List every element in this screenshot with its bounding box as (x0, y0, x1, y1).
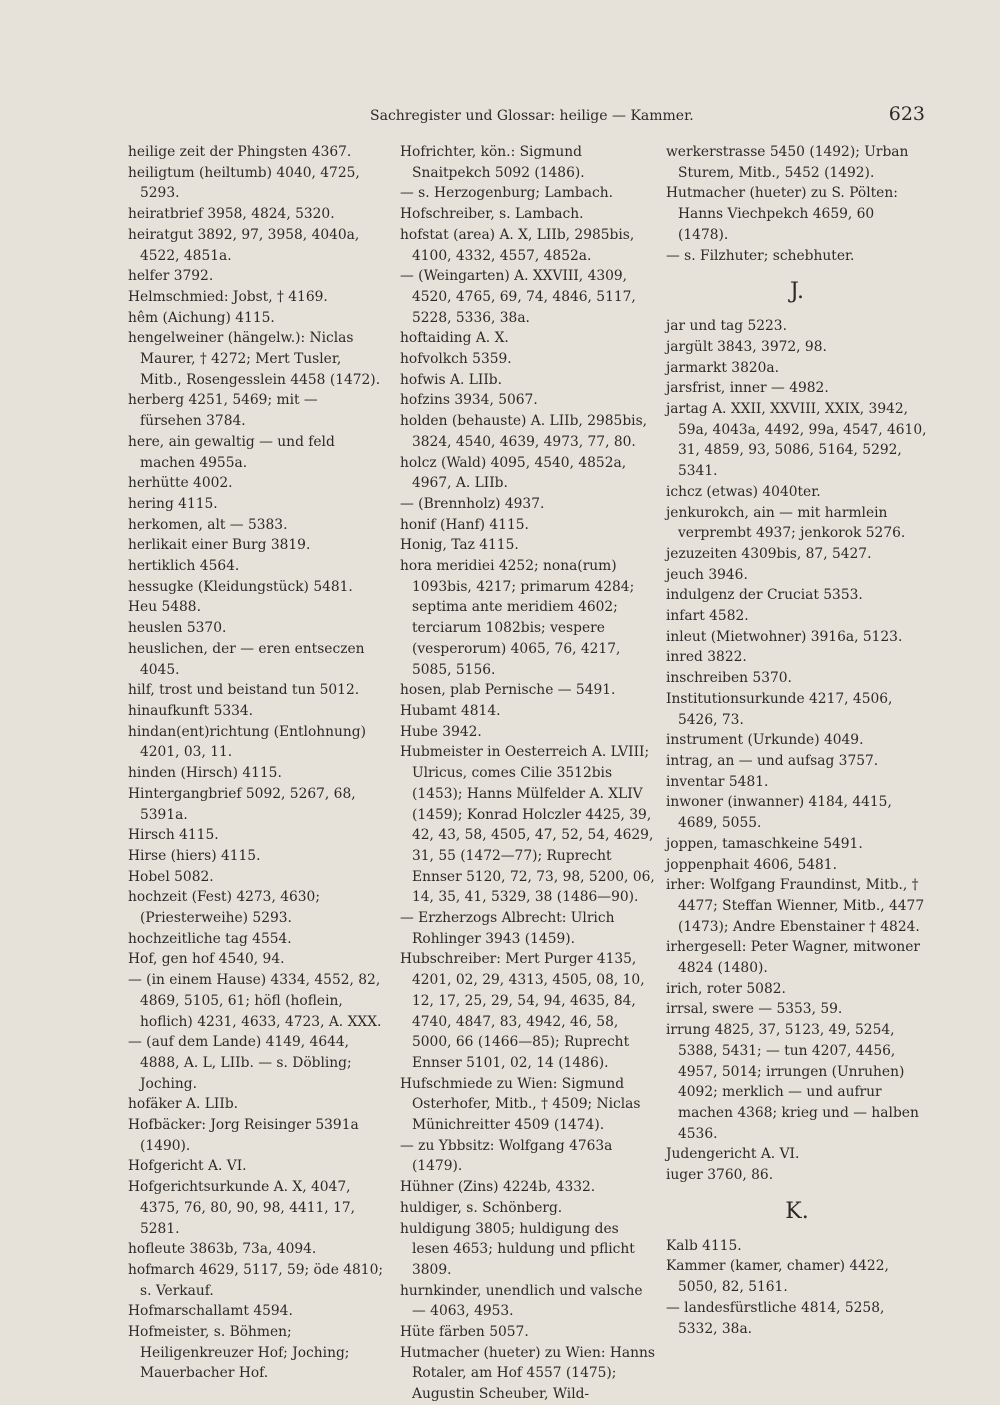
index-entry: Kalb 4115. (666, 1237, 742, 1254)
index-entry: herhütte 4002. (128, 475, 233, 492)
index-entry: herkomen, alt — 5383. (128, 516, 288, 533)
index-entry: heiligtum (heiltumb) 4040, 4725, 5293. (128, 164, 360, 202)
index-entry: Hofschreiber, s. Lambach. (400, 206, 584, 223)
index-column-2 (400, 142, 655, 1405)
index-entry: hofmarch 4629, 5117, 59; öde 4810; s. Verkauf. (128, 1261, 384, 1299)
index-entry: jezuzeiten 4309bis, 87, 5427. (666, 545, 872, 562)
index-entry: Hutmacher (hueter) zu S. Pölten: Hanns Viechpekch 4659, 60 (1478). (666, 185, 898, 243)
index-entry: hofwis A. LIIb. (400, 371, 503, 388)
index-entry: inventar 5481. (666, 773, 769, 790)
index-entry: Hofgericht A. VI. (128, 1158, 247, 1175)
index-entry: hurnkinder, unendlich und valsche — 4063, 4953. (400, 1282, 643, 1320)
index-entry: irrsal, swere — 5353, 59. (666, 1001, 843, 1018)
index-entry: — s. Herzogenburg; Lambach. (400, 185, 613, 202)
index-entry: huldiger, s. Schönberg. (400, 1199, 563, 1216)
index-entry: irhergesell: Peter Wagner, mitwoner 4824 (1480). (666, 939, 921, 977)
page-number: 623 (888, 103, 925, 125)
index-entry: here, ain gewaltig — und feld machen 4955a. (128, 433, 335, 471)
index-entry: hofvolkch 5359. (400, 351, 512, 368)
index-entry: jarmarkt 3820a. (666, 359, 780, 376)
index-entry: heiratbrief 3958, 4824, 5320. (128, 206, 335, 223)
section-letter-k: K. (785, 1198, 809, 1224)
index-entry: Hobel 5082. (128, 868, 214, 885)
index-entry: joppen, tamaschkeine 5491. (666, 835, 863, 852)
index-entry: heuslen 5370. (128, 620, 227, 637)
index-entry: hessugke (Kleidungstück) 5481. (128, 578, 353, 595)
index-entry: hengelweiner (hängelw.): Niclas Maurer, † 4272; Mert Tusler, Mitb., Rosengesslein 4458 (1472). (128, 330, 381, 388)
index-entry: Hubmeister in Oesterreich A. LVIII; Ulricus, comes Cilie 3512bis (1453); Hanns Mülfelder A. XLIV (1459); Konrad Holczler 4425, 39, 42, 43, 58, 4505, 47, 52, 54, 4629, 31, 55 (1472—77); Ruprecht Ennser 5120, 72, 73, 98, 5200, 06, 14, 35, 41, 5329, 38 (1486—90). (400, 744, 655, 906)
index-entry: Hüte färben 5057. (400, 1324, 529, 1341)
index-entry: holcz (Wald) 4095, 4540, 4852a, 4967, A. LIIb. (400, 454, 627, 492)
index-entry: — (auf dem Lande) 4149, 4644, 4888, A. L, LIIb. — s. Döbling; Joching. (128, 1034, 352, 1092)
index-entry: instrument (Urkunde) 4049. (666, 732, 864, 749)
index-entry: huldigung 3805; huldigung des lesen 4653; huldung und pflicht 3809. (400, 1220, 635, 1278)
index-entry: jeuch 3946. (666, 566, 748, 583)
section-letter-j: J. (789, 279, 805, 305)
index-entry: jenkurokch, ain — mit harmlein verprembt 4937; jenkorok 5276. (666, 504, 906, 542)
index-entry: hofleute 3863b, 73a, 4094. (128, 1241, 317, 1258)
index-entry: Hubamt 4814. (400, 702, 501, 719)
index-entry: hofzins 3934, 5067. (400, 392, 538, 409)
index-entry: inred 3822. (666, 649, 747, 666)
index-entry: jargült 3843, 3972, 98. (666, 338, 827, 355)
index-entry: Hutmacher (hueter) zu Wien: Hanns Rotaler, am Hof 4557 (1475); Augustin Scheuber, Wild- (400, 1344, 656, 1403)
index-entry: hering 4115. (128, 495, 218, 512)
index-entry: hêm (Aichung) 4115. (128, 309, 275, 326)
index-entry: ichcz (etwas) 4040ter. (666, 483, 821, 500)
index-entry: helfer 3792. (128, 268, 214, 285)
index-entry: inleut (Mietwohner) 3916a, 5123. (666, 628, 903, 645)
index-entry: irrung 4825, 37, 5123, 49, 5254, 5388, 5431; — tun 4207, 4456, 4957, 5014; irrungen (Unruhen) 4092; merklich — und aufrur machen 4368; krieg und — halben 4536. (666, 1022, 919, 1142)
index-entry: Hintergangbrief 5092, 5267, 68, 5391a. (128, 785, 356, 823)
index-entry: Hirsch 4115. (128, 827, 219, 844)
index-entry: Hühner (Zins) 4224b, 4332. (400, 1179, 596, 1196)
index-entry: irich, roter 5082. (666, 980, 786, 997)
index-entry: Hirse (hiers) 4115. (128, 847, 261, 864)
index-entry: — (Weingarten) A. XXVIII, 4309, 4520, 4765, 69, 74, 4846, 5117, 5228, 5336, 38a. (400, 268, 636, 326)
index-entry: hertiklich 4564. (128, 558, 240, 575)
index-entry: heilige zeit der Phingsten 4367. (128, 144, 352, 160)
index-entry: intrag, an — und aufsag 3757. (666, 752, 879, 769)
index-column-1 (128, 142, 383, 1384)
index-entry: hosen, plab Pernische — 5491. (400, 682, 616, 699)
index-entry: Hofrichter, kön.: Sigmund Snaitpekch 5092 (1486). (400, 144, 585, 181)
index-entry: infart 4582. (666, 608, 749, 625)
index-entry: Hubschreiber: Mert Purger 4135, 4201, 02, 29, 4313, 4505, 08, 10, 12, 17, 25, 29, 54, 94, 4635, 84, 4740, 4847, 83, 4942, 46, 58, 5000, 66 (1466—85); Ruprecht Ennser 5101, 02, 14 (1486). (400, 951, 645, 1071)
index-entry: Hofgerichtsurkunde A. X, 4047, 4375, 76, 80, 90, 98, 4411, 17, 5281. (128, 1179, 356, 1237)
index-entry: honif (Hanf) 4115. (400, 516, 529, 533)
index-entry: Kammer (kamer, chamer) 4422, 5050, 82, 5161. (666, 1258, 889, 1296)
index-entry: inwoner (inwanner) 4184, 4415, 4689, 5055. (666, 794, 892, 832)
index-entry: Hofmeister, s. Böhmen; Heiligenkreuzer Hof; Joching; Mauerbacher Hof. (128, 1324, 350, 1382)
index-entry: hilf, trost und beistand tun 5012. (128, 682, 360, 699)
index-entry: Hofmarschallamt 4594. (128, 1303, 293, 1320)
index-entry: irher: Wolfgang Fraundinst, Mitb., † 4477; Steffan Wienner, Mitb., 4477 (1473); Andre Ebenstainer † 4824. (666, 877, 925, 935)
index-entry: — landesfürstliche 4814, 5258, 5332, 38a. (666, 1299, 885, 1337)
index-entry: inschreiben 5370. (666, 670, 792, 687)
index-entry: iuger 3760, 86. (666, 1167, 774, 1184)
index-entry: Hufschmiede zu Wien: Sigmund Osterhofer, Mitb., † 4509; Niclas Münichreitter 4509 (1474). (400, 1075, 641, 1134)
index-entry: holden (behauste) A. LIIb, 2985bis, 3824, 4540, 4639, 4973, 77, 80. (400, 413, 648, 450)
index-entry: hinaufkunft 5334. (128, 702, 254, 719)
index-entry: indulgenz der Cruciat 5353. (666, 587, 863, 604)
index-entry: hoftaiding A. X. (400, 330, 509, 347)
index-entry: — (Brennholz) 4937. (400, 495, 545, 512)
index-entry: herlikait einer Burg 3819. (128, 537, 311, 554)
index-entry: hinden (Hirsch) 4115. (128, 765, 282, 782)
index-entry: heiratgut 3892, 97, 3958, 4040a, 4522, 4851a. (128, 226, 360, 264)
index-entry: hochzeit (Fest) 4273, 4630; (Priesterweihe) 5293. (128, 889, 320, 927)
index-entry: hofstat (area) A. X, LIIb, 2985bis, 4100, 4332, 4557, 4852a. (400, 226, 635, 264)
index-entry: Judengericht A. VI. (666, 1146, 800, 1163)
index-entry: jar und tag 5223. (666, 318, 787, 335)
index-entry: werkerstrasse 5450 (1492); Urban Sturem, Mitb., 5452 (1492). (666, 144, 909, 181)
index-entry: — Erzherzogs Albrecht: Ulrich Rohlinger 3943 (1459). (400, 910, 615, 947)
index-entry: — zu Ybbsitz: Wolfgang 4763a (1479). (400, 1137, 613, 1175)
index-column-3 (666, 142, 928, 1339)
index-entry: Helmschmied: Jobst, † 4169. (128, 288, 328, 305)
index-entry: Institutionsurkunde 4217, 4506, 5426, 73. (666, 690, 893, 728)
index-entry: Hof, gen hof 4540, 94. (128, 951, 285, 968)
index-entry: Honig, Taz 4115. (400, 537, 519, 554)
index-entry: jartag A. XXII, XXVIII, XXIX, 3942, 59a, 4043a, 4492, 99a, 4547, 4610, 31, 4859, 93, 5086, 5164, 5292, 5341. (666, 401, 927, 480)
index-entry: — (in einem Hause) 4334, 4552, 82, 4869, 5105, 61; höfl (hoflein, hoflich) 4231, 4633, 4723, A. XXX. (128, 972, 382, 1030)
index-entry: Hube 3942. (400, 723, 482, 740)
index-entry: hochzeitliche tag 4554. (128, 930, 292, 947)
running-title: Sachregister und Glossar: heilige — Kammer. (370, 108, 694, 124)
index-entry: Heu 5488. (128, 599, 201, 616)
index-entry: joppenphait 4606, 5481. (666, 856, 837, 873)
index-entry: herberg 4251, 5469; mit — fürsehen 3784. (128, 392, 318, 430)
index-entry: hofäker A. LIIb. (128, 1096, 239, 1113)
page-header (370, 103, 925, 125)
index-entry: — s. Filzhuter; schebhuter. (666, 247, 855, 264)
index-entry: jarsfrist, inner — 4982. (666, 380, 829, 397)
index-entry: Hofbäcker: Jorg Reisinger 5391a (1490). (128, 1117, 359, 1154)
index-entry: heuslichen, der — eren entseczen 4045. (128, 640, 365, 678)
index-entry: hindan(ent)richtung (Entlohnung) 4201, 03, 11. (128, 723, 367, 761)
index-entry: hora meridiei 4252; nona(rum) 1093bis, 4217; primarum 4284; septima ante meridiem 4602; terciarum 1082bis; vespere (vesperorum) 4065, 76, 4217, 5085, 5156. (400, 558, 635, 678)
